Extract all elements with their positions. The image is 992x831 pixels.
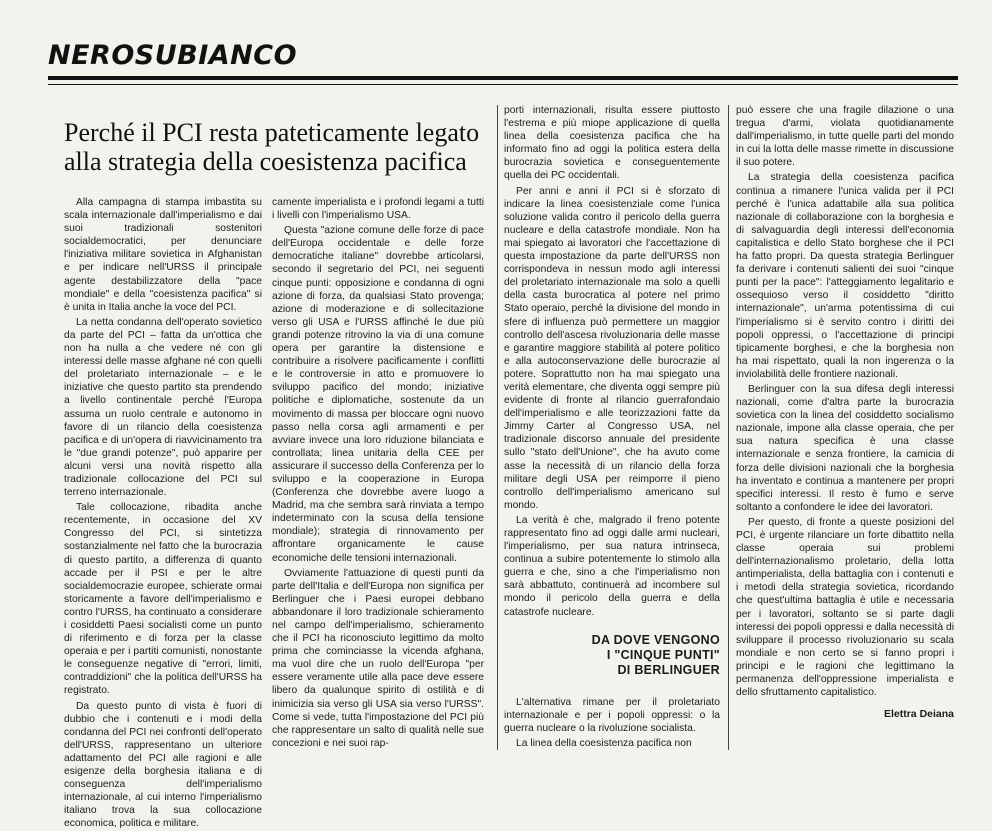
paragraph: camente imperialista e i profondi legami a tutti i livelli con l'imperialismo USA. [272,197,484,222]
paragraph: può essere che una fragile dilazione o una tregua d'armi, violata quotidianamente dall'imperialismo, in tutte quelle parti del mondo in cui la lotta delle masse rimette in discussione il suo potere. [736,105,954,169]
masthead: NEROSUBIANCO [48,40,298,71]
article-headline: Perché il PCI resta pateticamente legato alla strategia della coesistenza pacifica [64,118,480,176]
article-column-1 [64,196,262,830]
paragraph: La verità è che, malgrado il freno potente rappresentato fino ad oggi dalle armi nucleari, l'imperialismo, per sua natura intrinseca, continua a subire potentemente lo stimolo alla guerra e che, sino a che l'imperialismo non sarà abbattuto, continuerà ad incombere sul mondo il pericolo della guerra e della catastrofe nucleare. [504,514,720,618]
paragraph: Da questo punto di vista è fuori di dubbio che i contenuti e i modi della condanna del PCI nei confronti dell'operato dell'URSS, rappresentano un ulteriore adattamento del PCI alle ragioni e alle esigenze della borghesia italiana e di conseguenza dell'imperialismo internazionale, al cui interno l'imperialismo italiano trova la sua collocazione economica, politica e militare. [64,700,262,830]
paragraph: Tale collocazione, ribadita anche recentemente, in occasione del XV Congresso del PCI, si sintetizza sostanzialmente nel fatto che la burocrazia di questo partito, a differenza di quanto accade per il PSI e per le altre socialdemocrazie europee, schierate ormai storicamente a favore dell'imperialismo e contro l'URSS, ha continuato a considerare i cosiddetti Paesi socialisti come un punto di riferimento e di forza per la classe operaia e per i partiti comunisti, nonostante le conseguenze negative di "errori, limiti, contraddizioni" che la politica dell'URSS ha registrato. [64,502,262,697]
paragraph: Per questo, di fronte a queste posizioni del PCI, è urgente rilanciare un forte dibattito nella classe operaia sui problemi dell'internazionalismo proletario, della lotta antimperialista, della battaglia con i contenuti e i metodi della strategia sovietica, ricordando che quest'ultima battaglia è utile e necessaria per i lavoratori, soltanto se si parte dagli interessi dei popoli oppressi e dalla necessità di sviluppare il processo rivoluzionario su scala mondiale e non certo se si fanno propri i principi e le ragioni che legittimano la permanenza dell'oppressione imperialista e dello sfruttamento capitalistico. [736,516,954,699]
subhead-line: I "CINQUE PUNTI" [606,647,720,662]
paragraph: porti internazionali, risulta essere piuttosto l'estrema e più miope applicazione di quella linea della coesistenza pacifica che ha informato fino ad oggi la politica estera della burocrazia sovietica e conseguentemente quella dei PC occidentali. [504,105,720,182]
paragraph: La strategia della coesistenza pacifica continua a rimanere l'unica valida per il PCI perché è l'unica adattabile alla sua politica nazionale di collaborazione con la borghesia e di salvaguardia degli interessi dell'economia capitalistica e dello Stato borghese che il PCI ha fatto propri. Da questa strategia Berlinguer fa derivare i contenuti salienti dei suoi "cinque punti per la pace": l'atteggiamento legalitario e ossequioso verso il cosiddetto "diritto internazionale", un'arma potentissima di cui l'imperialismo si è servito contro i diritti dei popoli oppressi, o l'accettazione di principi tipicamente borghesi, e che la borghesia non ha mai rispettato, quali la non ingerenza o la inviolabilità delle frontiere nazionali. [736,172,954,380]
subhead-line: DA DOVE VENGONO [591,632,720,647]
paragraph: L'alternativa rimane per il proletariato internazionale e per i popoli oppressi: o la guerra nucleare o la rivoluzione socialista. [504,696,720,734]
column-divider [728,105,729,750]
article-column-4 [736,104,954,754]
subhead-line: DI BERLINGUER [617,662,720,677]
column-divider [497,105,498,750]
author-signature: Elettra Deiana [883,708,954,721]
article-column-2 [272,196,484,758]
masthead-rule [48,76,958,80]
paragraph: La netta condanna dell'operato sovietico da parte del PCI – fatta da un'ottica che non ha nulla a che vedere né con gli interessi delle masse afghane né con quelli del proletariato internazionale – e le iniziative che questo partito sta prendendo a livello continentale perché l'Europa assuma un ruolo centrale e autonomo in favore di un rilancio della coesistenza pacifica e di un'opera di riavvicinamento tra le "due grandi potenze", può apparire per alcuni versi una novità rispetto alla tradizionale collocazione del PCI sul terreno internazionale. [64,316,262,499]
paragraph: La linea della coesistenza pacifica non [516,737,692,749]
paragraph: Berlinguer con la sua difesa degli interessi nazionali, come d'altra parte la burocrazia sovietica con la linea del cosiddetto socialismo nazionale, impone alla classe operaia, che per sua natura specifica è una classe internazionale e senza frontiere, la camicia di forza delle divisioni nazionali che la borghesia ha inventato e continua a mantenere per propri specifici interessi. Il resto è fumo e serve soltanto a confondere le idee dei lavoratori. [736,383,954,513]
section-subhead [504,633,720,678]
paragraph: Questa "azione comune delle forze di pace dell'Europa occidentale e delle forze democratiche italiane" dovrebbe articolarsi, secondo il segretario del PCI, nei seguenti cinque punti: opposizione e condanna di ogni azione di forza, da qualsiasi Stato provenga; azione di moderazione e di sollecitazione verso gli USA e l'URSS affinché le due più grandi potenze ritrovino la via di una comune opera per garantire la distensione e contribuire a risolvere pacificamente i conflitti e le controversie in atto e promuovere lo sviluppo pacifico del mondo; iniziative politiche e diplomatiche, sostenute da un movimento di massa per bloccare ogni nuovo passo nella corsa agli armamenti e per avviare invece una loro riduzione bilanciata e controllata; linea unitaria della CEE per assicurare il successo della Conferenza per lo sviluppo e la cooperazione in Europa (Conferenza che dovrebbe avere luogo a Madrid, ma che sembra sarà rinviata a tempo indeterminato con la scusa della tensione mondiale); strategia di rinnovamento per affrontare organicamente le cause economiche delle tensioni internazionali. [272,225,484,564]
paragraph: Ovviamente l'attuazione di questi punti da parte dell'Italia e dell'Europa non significa per Berlinguer che i Paesi europei debbano abbandonare il loro tradizionale schieramento nel campo dell'imperialismo, schieramento che il PCI ha riconosciuto legittimo da molto prima che cominciasse la vicenda afghana, ma vuol dire che un ruolo dell'Europa "per essere veramente utile alla pace deve essere libero da qualunque spirito di ostilità e di inimicizia sia verso gli USA sia verso l'URSS". Come si vede, tutta l'impostazione del PCI più che rappresentare un salto di qualità nelle sue concezioni e nei suoi rap- [272,567,484,749]
masthead-thin-rule [48,84,958,85]
article-column-3 [504,104,720,754]
paragraph: Per anni e anni il PCI si è sforzato di indicare la linea coesistenziale come l'unica soluzione valida contro il pericolo della guerra nucleare e della catastrofe mondiale. Non ha mai spiegato ai lavoratori che l'accettazione di questa impostazione da parte dell'URSS non corrispondeva in nessun modo agli interessi del proletariato internazionale ma solo a quelli della casta burocratica al potere nel primo Stato operaio, perché la divisione del mondo in sfere di influenza può permettere un maggior controllo dell'ascesa rivoluzionaria delle masse e garantire maggiore stabilità al potere politico e alla autoconservazione delle burocrazie al potere. Soprattutto non ha mai spiegato una verità elementare, che diventa oggi sempre più evidente di fronte al rilancio guerrafondaio dell'imperialismo e alle teorizzazioni fatte da Jimmy Carter al Congresso USA, nel tradizionale discorso annuale del presidente sullo "stato dell'Unione", che ha avuto come asse la necessità di un rilancio della forza militare degli USA per reimporre il pieno controllo dell'imperialismo americano sul mondo. [504,185,720,511]
paragraph: Alla campagna di stampa imbastita su scala internazionale dall'imperialismo e dai suoi tradizionali sostenitori socialdemocratici, per denunciare l'iniziativa militare sovietica in Afghanistan e per indicare nell'URSS il principale agente destabilizzatore della "pace mondiale" e della "coesistenza pacifica" si è unita in Italia anche la voce del PCI. [64,197,262,313]
